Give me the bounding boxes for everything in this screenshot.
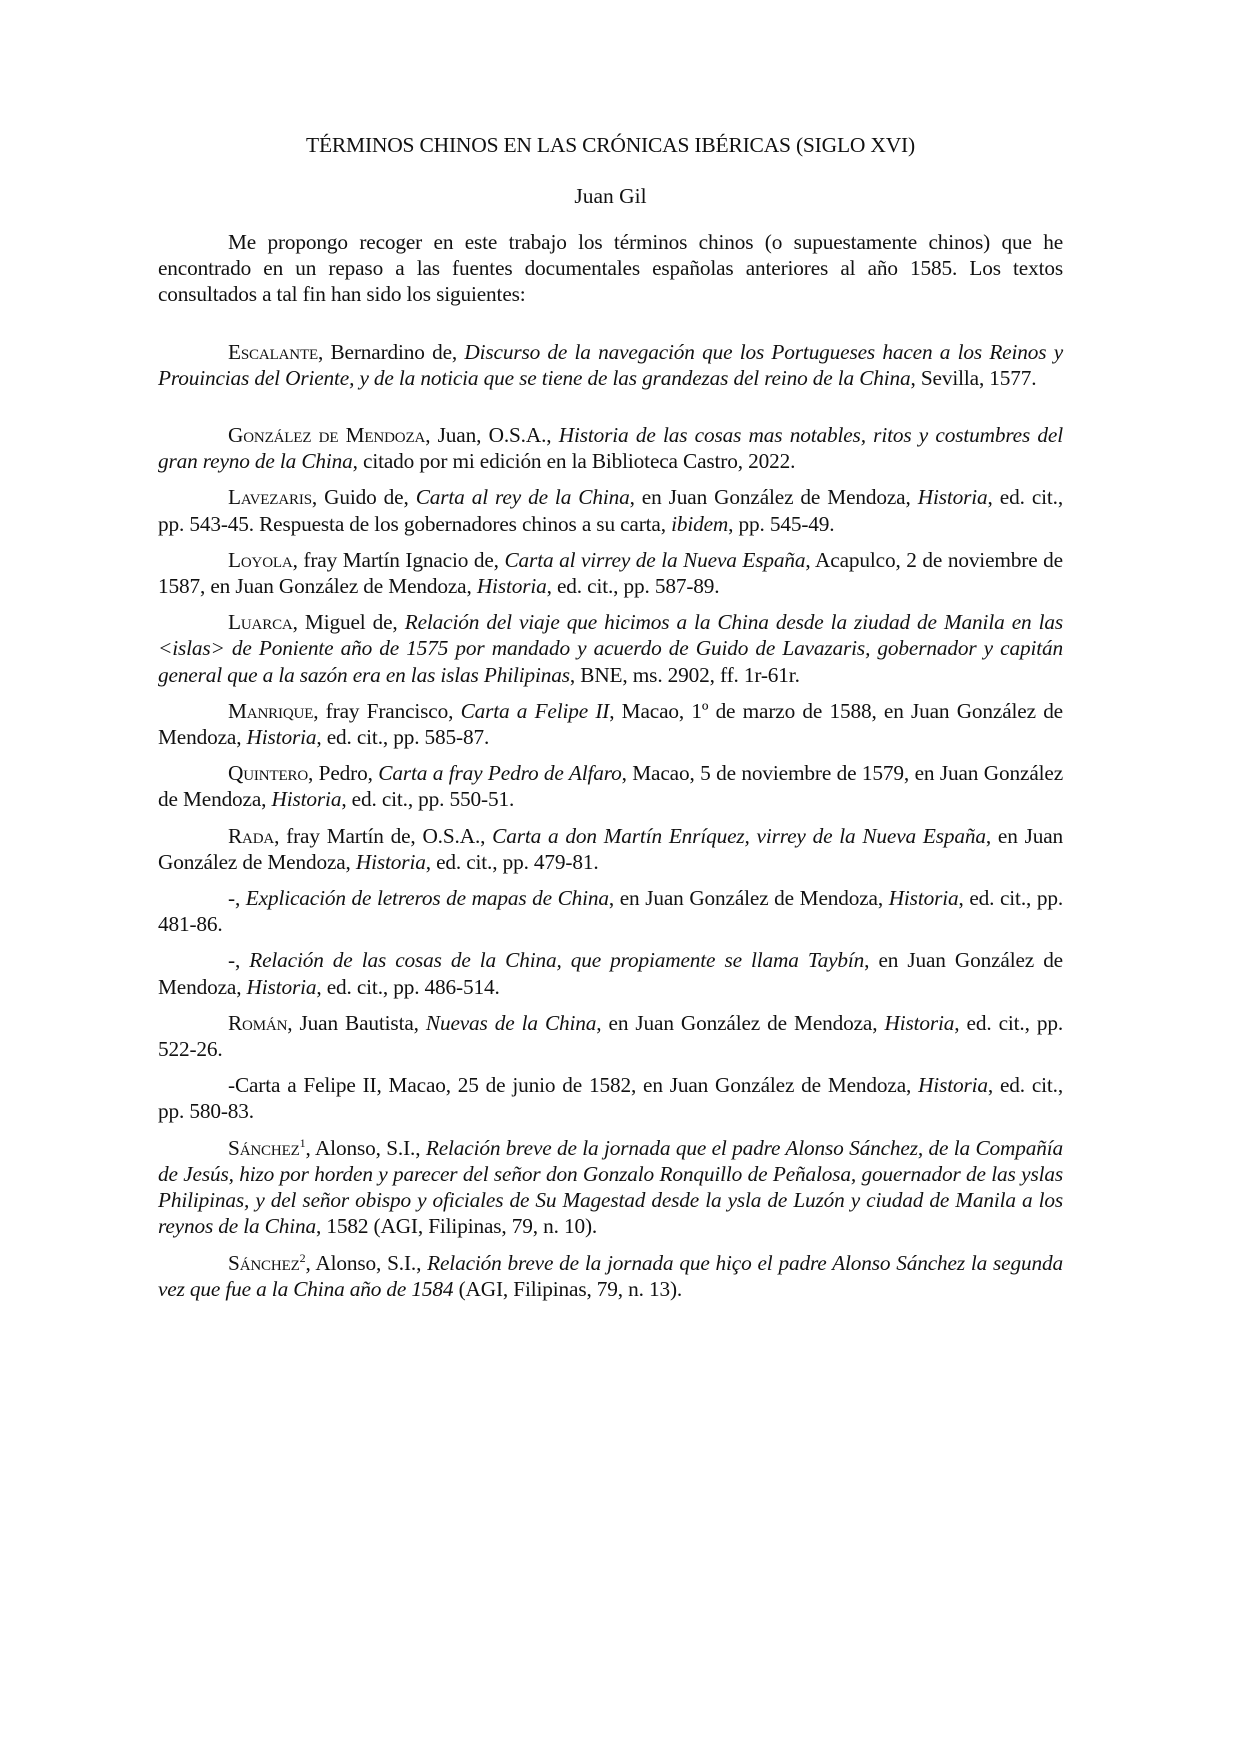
bibliography-list <box>158 339 1063 1302</box>
intro-paragraph: Me propongo recoger en este trabajo los términos chinos (o supuestamente chinos) que he encontrado en un repaso a las fuentes documentales españolas anteriores al año 1585. Los textos consultados a tal fin han sido los siguientes: <box>158 230 1063 307</box>
entry-text: , citado por mi edición en la Biblioteca Castro, 2022. <box>352 449 796 474</box>
bibliography-entry <box>158 422 1063 474</box>
bibliography-entry <box>158 885 1063 937</box>
entry-text: -, <box>228 886 246 911</box>
entry-title: Historia <box>271 787 342 812</box>
entry-text: , Macao, 5 de noviembre de 1579, en Juan González de Mendoza, <box>158 761 1064 812</box>
entry-text: , ed. cit., pp. 550-51. <box>341 787 515 812</box>
entry-title: Carta a don Martín Enríquez, virrey de la Nueva España <box>492 823 986 848</box>
entry-text: , fray Francisco, <box>313 698 461 723</box>
entry-author-surname: Román <box>228 1010 288 1035</box>
bibliography-entry <box>158 609 1063 688</box>
bibliography-entry <box>158 823 1063 875</box>
entry-text: , Bernardino de, <box>318 339 465 364</box>
entry-title: Historia <box>918 1073 988 1098</box>
entry-author-surname: Sánchez <box>228 1135 300 1160</box>
entry-text: , fray Martín Ignacio de, <box>292 547 505 572</box>
bibliography-entry <box>158 1010 1063 1062</box>
entry-title: ibidem <box>671 511 729 536</box>
entry-text: , en Juan González de Mendoza, <box>608 886 889 911</box>
entry-text: , Alonso, S.I., <box>305 1250 428 1275</box>
entry-title: Nuevas de la China <box>425 1010 597 1035</box>
entry-author-surname: González de Mendoza <box>228 423 426 448</box>
entry-text: , en Juan González de Mendoza, <box>596 1010 885 1035</box>
entry-text: (AGI, Filipinas, 79, n. 13). <box>453 1276 683 1301</box>
entry-author-surname: Escalante <box>228 339 318 364</box>
entry-title: Historia <box>246 974 317 999</box>
entry-title: Relación de las cosas de la China, que propiamente se llama Taybín <box>249 948 865 973</box>
entry-title: Historia <box>246 725 317 750</box>
bibliography-entry <box>158 339 1063 391</box>
entry-title: Carta a fray Pedro de Alfaro <box>378 761 622 786</box>
entry-title: Explicación de letreros de mapas de China <box>245 886 609 911</box>
entry-text: , en Juan González de Mendoza, <box>158 948 1063 999</box>
entry-title: Historia de las cosas mas notables, ritos y costumbres del gran reyno de la China <box>158 423 1063 474</box>
document-author: Juan Gil <box>574 184 647 208</box>
entry-footnote-mark: 2 <box>299 1250 306 1265</box>
entry-text: , ed. cit., pp. 481-86. <box>158 886 1064 937</box>
entry-title: Historia <box>476 574 547 599</box>
entry-author-surname: Sánchez <box>228 1250 300 1275</box>
entry-title: Carta a Felipe II <box>460 698 610 723</box>
entry-text: , ed. cit., pp. 585-87. <box>316 725 490 750</box>
bibliography-entry <box>158 698 1063 750</box>
entry-title: Relación breve de la jornada que el padre Alonso Sánchez, de la Compañía de Jesús, hizo por horden y parecer del señor don Gonzalo Ronquillo de Peñalosa, gouernador de las yslas Philipinas, y del señor obispo y oficiales de Su Magestad desde la ysla de Luzón y ciudad de Manila a los reynos de la China <box>158 1135 1063 1239</box>
entry-text: , ed. cit., pp. 587-89. <box>546 574 720 599</box>
entry-text: -Carta a Felipe II, Macao, 25 de junio de 1582, en Juan González de Mendoza, <box>228 1073 919 1098</box>
entry-text: , Juan Bautista, <box>287 1010 426 1035</box>
entry-text: , 1582 (AGI, Filipinas, 79, n. 10). <box>316 1214 598 1239</box>
entry-text: , Juan, O.S.A., <box>425 423 559 448</box>
entry-title: Relación breve de la jornada que hiço el padre Alonso Sánchez la segunda vez que fue a la China año de 1584 <box>158 1250 1063 1301</box>
bibliography-entry <box>158 1072 1063 1124</box>
document-title: TÉRMINOS CHINOS EN LAS CRÓNICAS IBÉRICAS (SIGLO XVI) <box>306 133 915 157</box>
entry-text: , Alonso, S.I., <box>305 1135 426 1160</box>
entry-text: , Miguel de, <box>292 610 405 635</box>
entry-title: Carta al virrey de la Nueva España <box>504 547 806 572</box>
entry-text: , fray Martín de, O.S.A., <box>274 823 493 848</box>
entry-title: Relación del viaje que hicimos a la China desde la ziudad de Manila en las <islas> de Poniente año de 1575 por mandado y acuerdo de Guido de Lavazaris, gobernador y capitán general que a la sazón era en las islas Philipinas <box>158 610 1064 687</box>
bibliography-entry <box>158 1135 1063 1240</box>
entry-text: , Acapulco, 2 de noviembre de 1587, en Juan González de Mendoza, <box>158 547 1063 599</box>
entry-text: , en Juan González de Mendoza, <box>629 485 918 510</box>
entry-text: , en Juan González de Mendoza, <box>158 823 1064 874</box>
entry-author-surname: Manrique <box>228 698 314 723</box>
entry-title: Historia <box>355 849 426 874</box>
entry-author-surname: Luarca <box>228 610 293 635</box>
entry-text: , BNE, ms. 2902, ff. 1r-61r. <box>569 662 800 687</box>
entry-author-surname: Rada <box>228 823 275 848</box>
entry-text: , ed. cit., pp. 543-45. Respuesta de los gobernadores chinos a su carta, <box>158 485 1064 536</box>
entry-text: , Guido de, <box>311 485 416 510</box>
entry-title: Carta al rey de la China <box>415 485 630 510</box>
entry-title: Historia <box>888 886 959 911</box>
entry-text: , Sevilla, 1577. <box>910 365 1037 390</box>
entry-author-surname: Quintero <box>228 761 309 786</box>
entry-text: -, <box>228 948 250 973</box>
entry-text: , ed. cit., pp. 486-514. <box>316 974 500 999</box>
document-body <box>158 229 1063 1312</box>
entry-text: , Macao, 1º de marzo de 1588, en Juan González de Mendoza, <box>158 698 1063 750</box>
entry-text: , pp. 545-49. <box>728 511 835 536</box>
entry-author-surname: Loyola <box>228 547 293 572</box>
entry-title: Historia <box>917 485 988 510</box>
entry-footnote-mark: 1 <box>299 1135 306 1150</box>
entry-author-surname: Lavezaris <box>228 485 312 510</box>
bibliography-entry <box>158 547 1063 599</box>
bibliography-entry <box>158 1250 1063 1302</box>
bibliography-entry <box>158 484 1063 536</box>
entry-text: , ed. cit., pp. 580-83. <box>158 1073 1063 1124</box>
entry-title: Discurso de la navegación que los Portugueses hacen a los Reinos y Prouincias del Oriente, y de la noticia que se tiene de las grandezas del reino de la China <box>158 339 1063 390</box>
entry-text: , Pedro, <box>308 761 379 786</box>
entry-text: , ed. cit., pp. 479-81. <box>425 849 599 874</box>
bibliography-entry <box>158 760 1063 812</box>
bibliography-entry <box>158 947 1063 999</box>
entry-title: Historia <box>884 1010 955 1035</box>
entry-text: , ed. cit., pp. 522-26. <box>158 1010 1064 1062</box>
